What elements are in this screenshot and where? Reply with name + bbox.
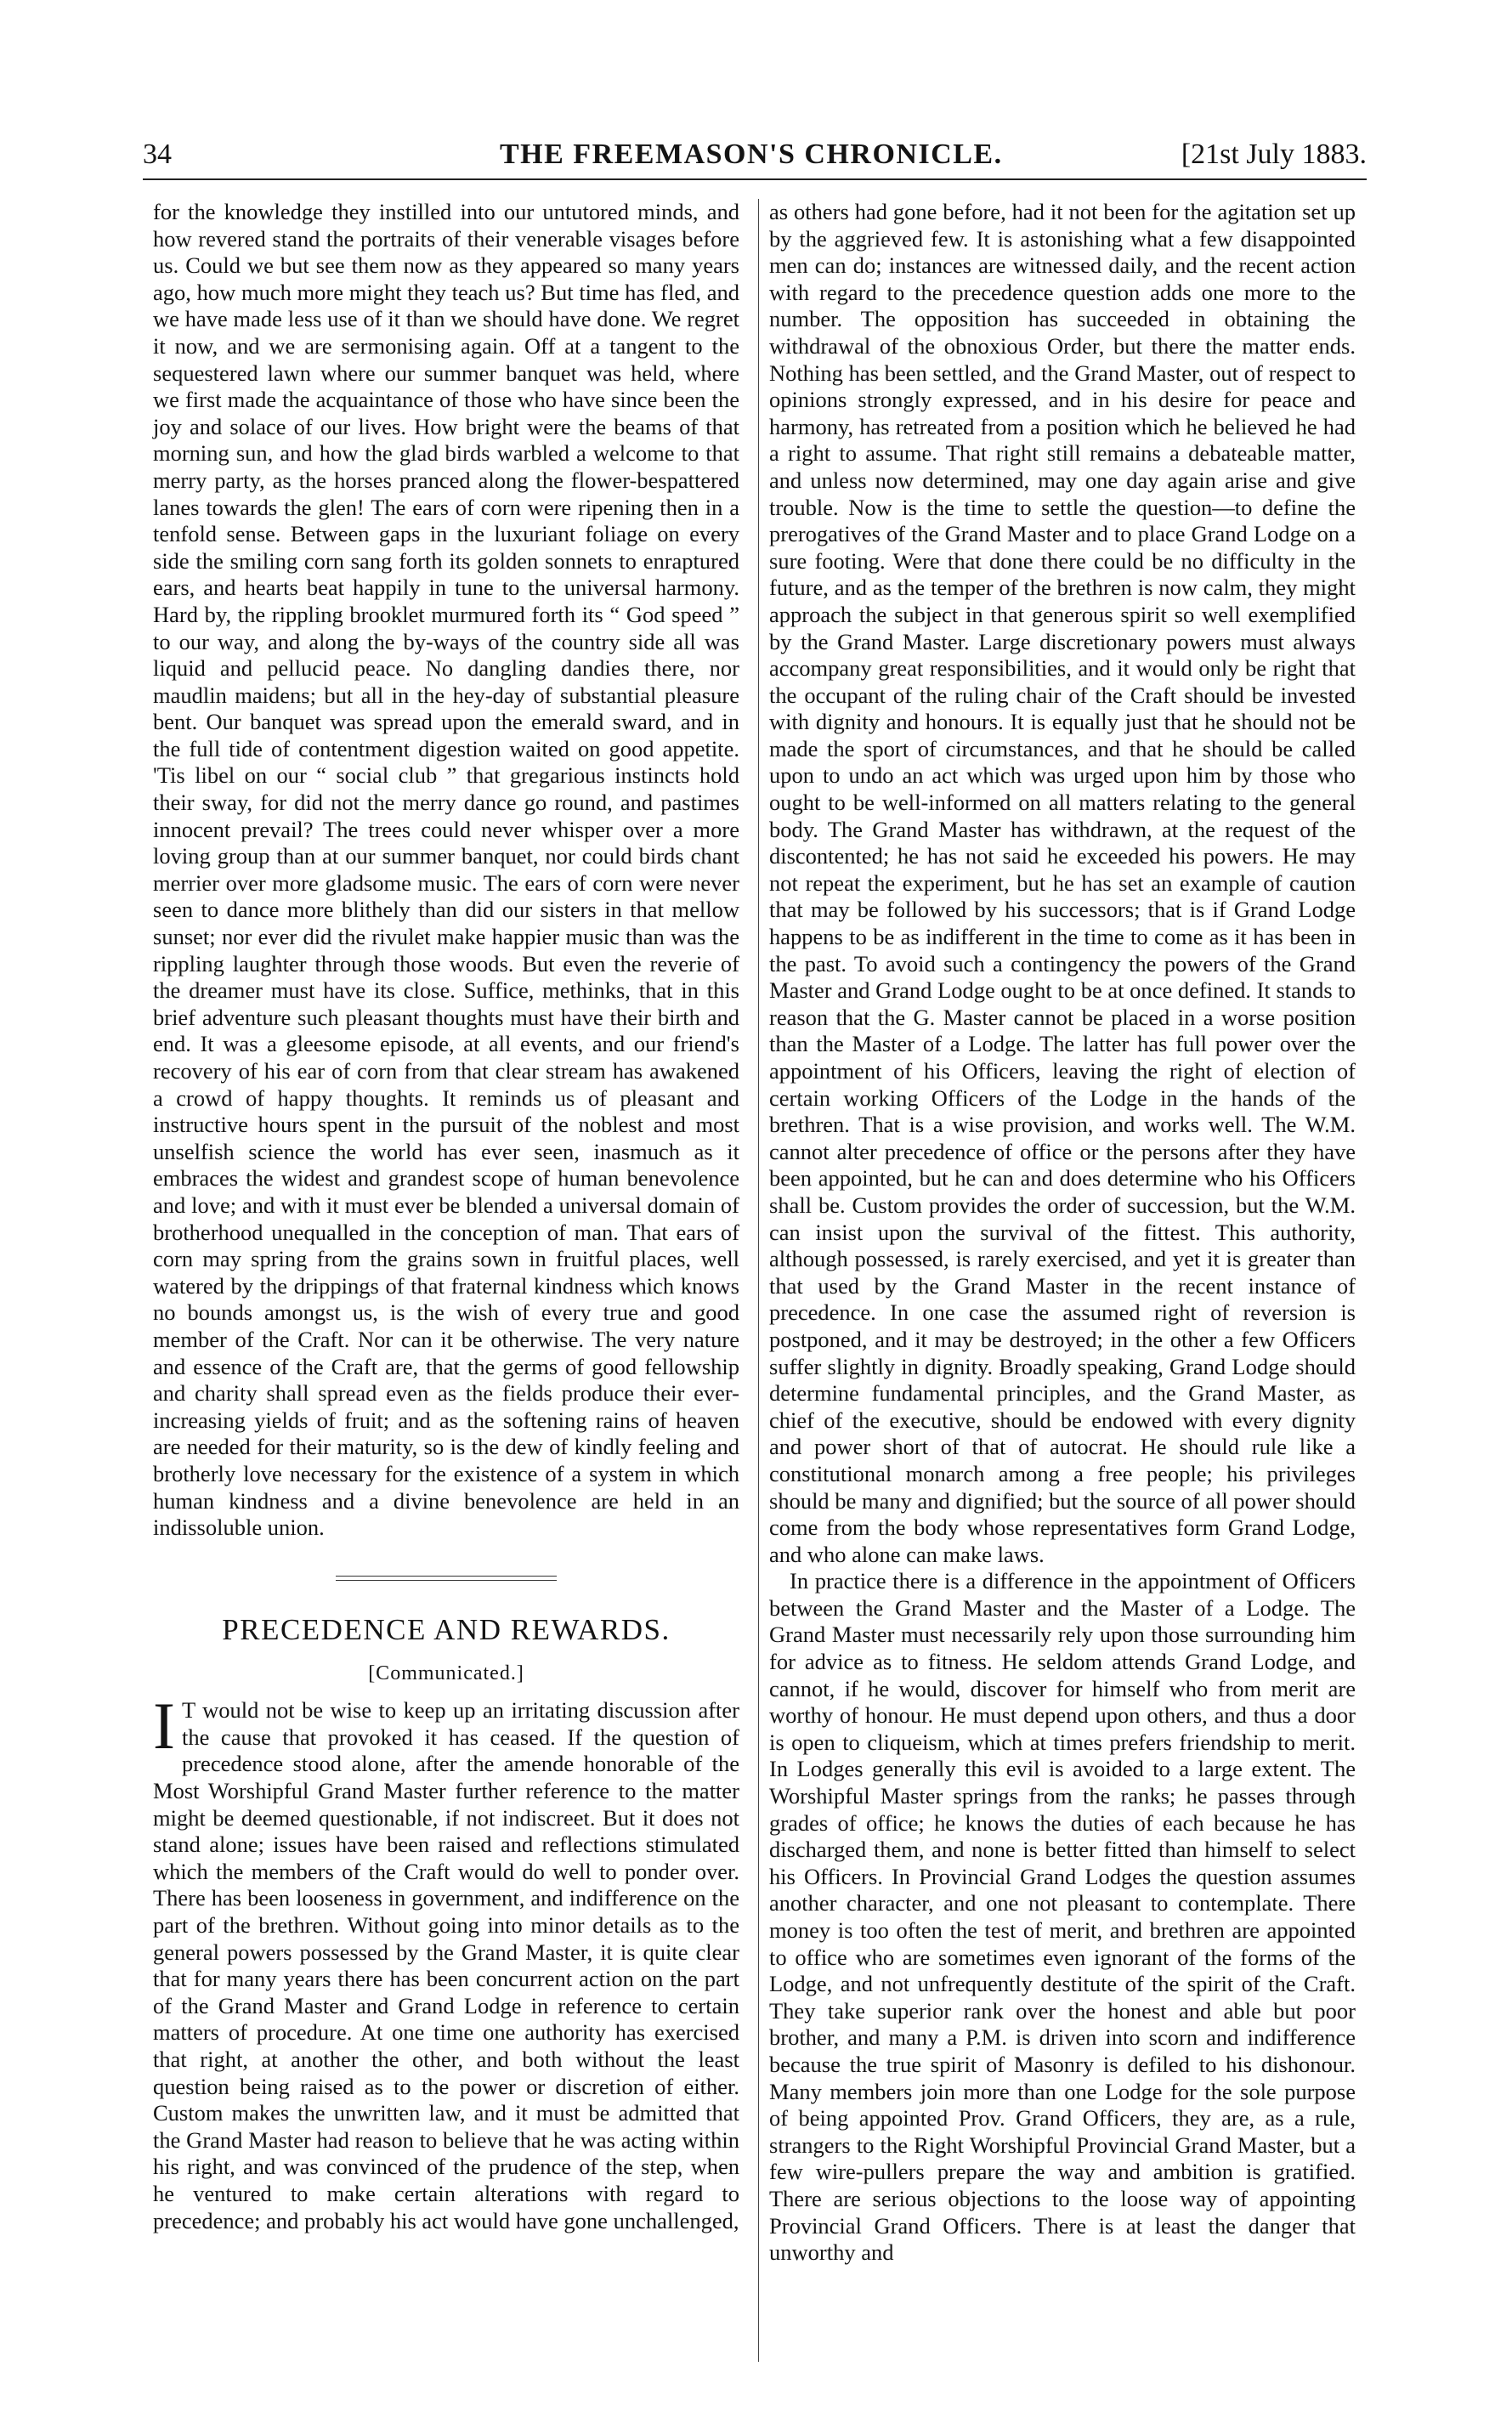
masthead xyxy=(143,138,1367,189)
left-column xyxy=(153,199,739,2234)
publication-title: THE FREEMASON'S CHRONICLE. xyxy=(500,139,1003,170)
issue-date: [21st July 1883. xyxy=(1181,139,1367,170)
section-subtitle: [Communicated.] xyxy=(368,1662,524,1684)
article-opening-text: T would not be wise to keep up an irritating discussion after the cause that provoked it has ceased. If the question of precedence stood alone, after the amende honorable of the Most Worshipful Grand Master further reference to the matter might be deemed questionable, if not indiscreet. But it does not stand alone; issues have been raised and reflections stimulated which the members of the Craft would do well to ponder over. There has been looseness in government, and indifference on the part of the brethren. Without going into minor details as to the general powers possessed by the Grand Master, it is quite clear that for many years there has been concurrent action on the part of the Grand Master and Grand Lodge in reference to certain matters of procedure. At one time one authority has exercised that right, at another the other, and both without the least question being raised as to the power or discretion of either. Custom makes the unwritten law, and it must be admitted that the Grand Master had reason to believe that he was acting within his right, and was convinced of the prudence of the step, when he ventured to make certain alterations with regard to precedence; and probably his act would have gone unchallenged, xyxy=(153,1697,739,2233)
drop-cap: I xyxy=(153,1689,175,1763)
article-body-paragraph-2: In practice there is a difference in the appointment of Officers between the Grand Master and the Master of a Lodge. The Grand Master must necessarily rely upon those surrounding him for advice as to fitness. He seldom attends Grand Lodge, and cannot, if he would, discover for himself who from merit are worthy of honour. He must depend upon others, and thus a door is open to cliqueism, which at times prefers friendship to merit. In Lodges generally this evil is avoided to a large extent. The Worshipful Master springs from the ranks; he passes through grades of office; he knows the duties of each because he has discharged them, and none is better fitted than himself to select his Officers. In Provincial Grand Lodges the question assumes another character, and one not pleasant to contemplate. There money is too often the test of merit, and brethren are appointed to office who are sometimes even ignorant of the forms of the Lodge, and not unfrequently destitute of the spirit of the Craft. They take superior rank over the honest and able but poor brother, and many a P.M. is driven into scorn and indifference because the true spirit of Masonry is defiled to his dishonour. Many members join more than one Lodge for the sole purpose of being appointed Prov. Grand Officers, they are, as a rule, strangers to the Right Worshipful Provincial Grand Master, but a few wire-pullers prepare the way and ambition is gratified. There are serious objections to the loose way of appointing Provincial Grand Officers. There is at least the danger that unworthy and xyxy=(769,1568,1356,2266)
page-number: 34 xyxy=(143,139,172,170)
right-column xyxy=(769,199,1356,2267)
article-body-paragraph: as others had gone before, had it not been for the agitation set up by the aggrieved few. It is astonishing what a few disappointed men can do; instances are witnessed daily, and the recent action with regard to the precedence question adds one more to the number. The opposition has succeeded in obtaining the withdrawal of the obnoxious Order, but there the matter ends. Nothing has been settled, and the Grand Master, out of respect to opinions strongly expressed, and in his desire for peace and harmony, has retreated from a position which he believed he had a right to assume. That right still remains a debateable matter, and unless now determined, may one day again arise and give trouble. Now is the time to settle the question—to define the prerogatives of the Grand Master and to place Grand Lodge on a sure footing. Were that done there could be no difficulty in the future, and as the temper of the brethren is now calm, they might approach the subject in that generous spirit so well exemplified by the Grand Master. Large discretionary powers must always accompany great responsibilities, and it would only be right that the occupant of the ruling chair of the Craft should be invested with dignity and honours. It is equally just that he should not be made the sport of circumstances, and that he should be called upon to undo an act which was urged upon him by those who ought to be well-informed on all matters relating to the general body. The Grand Master has withdrawn, at the request of the discontented; he has not said he exceeded his powers. He may not repeat the experiment, but he has set an example of caution that may be followed by his successors; that is if Grand Lodge happens to be as indifferent in the time to come as it has been in the past. To avoid such a contingency the powers of the Grand Master and Grand Lodge ought to be at once defined. It stands to reason that the G. Master cannot be placed in a worse position than the Master of a Lodge. The latter has full power over the appointment of his Officers, leaving the right of election of certain working Officers of the Lodge in the hands of the brethren. That is a wise provision, and works well. The W.M. cannot alter precedence of office or the persons after they have been appointed, but he can and does determine who his Officers shall be. Custom provides the order of succession, but the W.M. can insist upon the survival of the fittest. This authority, although possessed, is rarely exercised, and yet it is greater than that used by the Grand Master in the recent instance of precedence. In one case the assumed right of reversion is postponed, and it may be destroyed; in the other a few Officers suffer slightly in dignity. Broadly speaking, Grand Lodge should determine fundamental principles, and the Grand Master, as chief of the executive, should be endowed with every dignity and power short of that of autocrat. He should rule like a constitutional monarch among a free people; his privileges should be many and dignified; but the source of all power should come from the body whose representatives form Grand Lodge, and who alone can make laws. xyxy=(769,199,1356,1567)
article-opening-paragraph xyxy=(153,1689,739,2234)
column-divider xyxy=(758,199,759,2362)
article-continuation-text: for the knowledge they instilled into our untutored minds, and how revered stand the portraits of their venerable visages before us. Could we but see them now as they appeared so many years ago, how much more might they teach us? But time has fled, and we have made less use of it than we should have done. We regret it now, and we are sermonising again. Off at a tangent to the sequestered lawn where our summer banquet was held, where we first made the acquaintance of those who have since been the joy and solace of our lives. How bright were the beams of that morning sun, and how the glad birds warbled a welcome to that merry party, as the horses pranced along the flower-bespattered lanes towards the glen! The ears of corn were ripening then in a tenfold sense. Between gaps in the luxuriant foliage on every side the smiling corn sang forth its golden sonnets to enraptured ears, and hearts beat happily in tune to the universal harmony. Hard by, the rippling brooklet murmured forth its “ God speed ” to our way, and along the by-ways of the country side all was liquid and pellucid peace. No dangling dandies there, nor maudlin maidens; but all in the hey-day of substantial pleasure bent. Our banquet was spread upon the emerald sward, and in the full tide of contentment digestion waited on good appetite. 'Tis libel on our “ social club ” that gregarious instincts hold their sway, for did not the merry dance go round, and pastimes innocent prevail? The trees could never whisper over a more loving group than at our summer banquet, nor could birds chant merrier over more gladsome music. The ears of corn were never seen to dance more blithely than did our sisters in that mellow sunset; nor ever did the rivulet make happier music than was the rippling laughter through those woods. But even the reverie of the dreamer must have its close. Suffice, methinks, that in this brief adventure such pleasant thoughts must have their birth and end. It was a gleesome episode, at all events, and our friend's recovery of his ear of corn from that clear stream has awakened a crowd of happy thoughts. It reminds us of pleasant and instructive hours spent in the pursuit of the noblest and most unselfish science the world has ever seen, inasmuch as it embraces the widest and grandest scope of human benevolence and love; and with it must ever be blended a universal domain of brotherhood unequalled in the conception of man. That ears of corn may spring from the grains sown in fruitful places, well watered by the drippings of that fraternal kindness which knows no bounds amongst us, is the wish of every true and good member of the Craft. Nor can it be otherwise. The very nature and essence of the Craft are, that the germs of good fellowship and charity shall spread even as the fields produce their ever-increasing yields of fruit; and as the softening rains of heaven are needed for their maturity, so is the dew of kindly feeling and brotherly love necessary for the existence of a system in which human kindness and a divine benevolence are held in an indissoluble union. xyxy=(153,199,739,1541)
header-rule xyxy=(143,178,1367,180)
section-separator xyxy=(336,1576,557,1581)
section-title: PRECEDENCE AND REWARDS. xyxy=(222,1612,671,1646)
